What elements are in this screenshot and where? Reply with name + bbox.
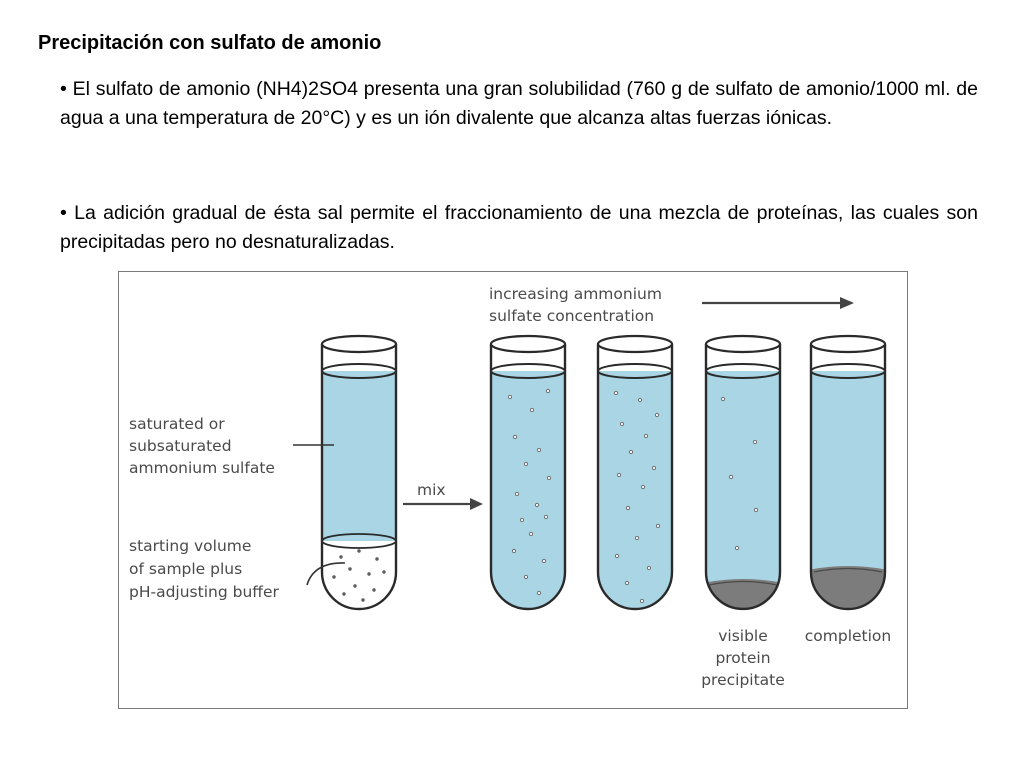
figure-drawing: [119, 272, 907, 708]
starting-label-line3: pH-adjusting buffer: [129, 583, 279, 601]
bullet-solubility: • El sulfato de amonio (NH4)2SO4 presenta una gran solubilidad (760 g de sulfato de amonio/1000 ml. de agua a una temperatura de 20°C) y es un ión divalente que alcanza altas fuerzas iónicas.: [60, 78, 978, 129]
completion-label: completion: [804, 627, 892, 645]
bullet-fractionation: • La adición gradual de ésta sal permite el fraccionamiento de una mezcla de proteínas, las cuales son precipitadas pero no desnaturalizadas.: [60, 202, 978, 253]
saturated-label-line3: ammonium sulfate: [129, 459, 275, 477]
saturated-label-line2: subsaturated: [129, 437, 232, 455]
tube-mixed-1: [488, 336, 568, 651]
visible-label-line1: visible: [718, 627, 768, 645]
saturated-label-line1: saturated or: [129, 415, 225, 433]
visible-precipitate-label: [701, 627, 785, 689]
tube-starting: [319, 336, 399, 609]
tube-completion: [808, 336, 888, 651]
starting-label-line1: starting volume: [129, 537, 252, 555]
starting-volume-label: [129, 537, 345, 601]
mix-arrow: [403, 481, 483, 510]
concentration-arrow: [489, 285, 854, 325]
arrow-label-line2: sulfate concentration: [489, 307, 655, 325]
tube-visible-precipitate: [703, 336, 783, 651]
arrow-label-line1: increasing ammonium: [489, 285, 662, 303]
precipitation-figure: [118, 271, 908, 709]
visible-label-line3: precipitate: [701, 671, 785, 689]
visible-label-line2: protein: [715, 649, 771, 667]
mix-label: mix: [417, 481, 446, 499]
tube-mixed-2: [595, 336, 675, 651]
page-title: Precipitación con sulfato de amonio: [38, 32, 382, 54]
saturated-label: [129, 415, 334, 477]
starting-label-line2: of sample plus: [129, 560, 243, 578]
